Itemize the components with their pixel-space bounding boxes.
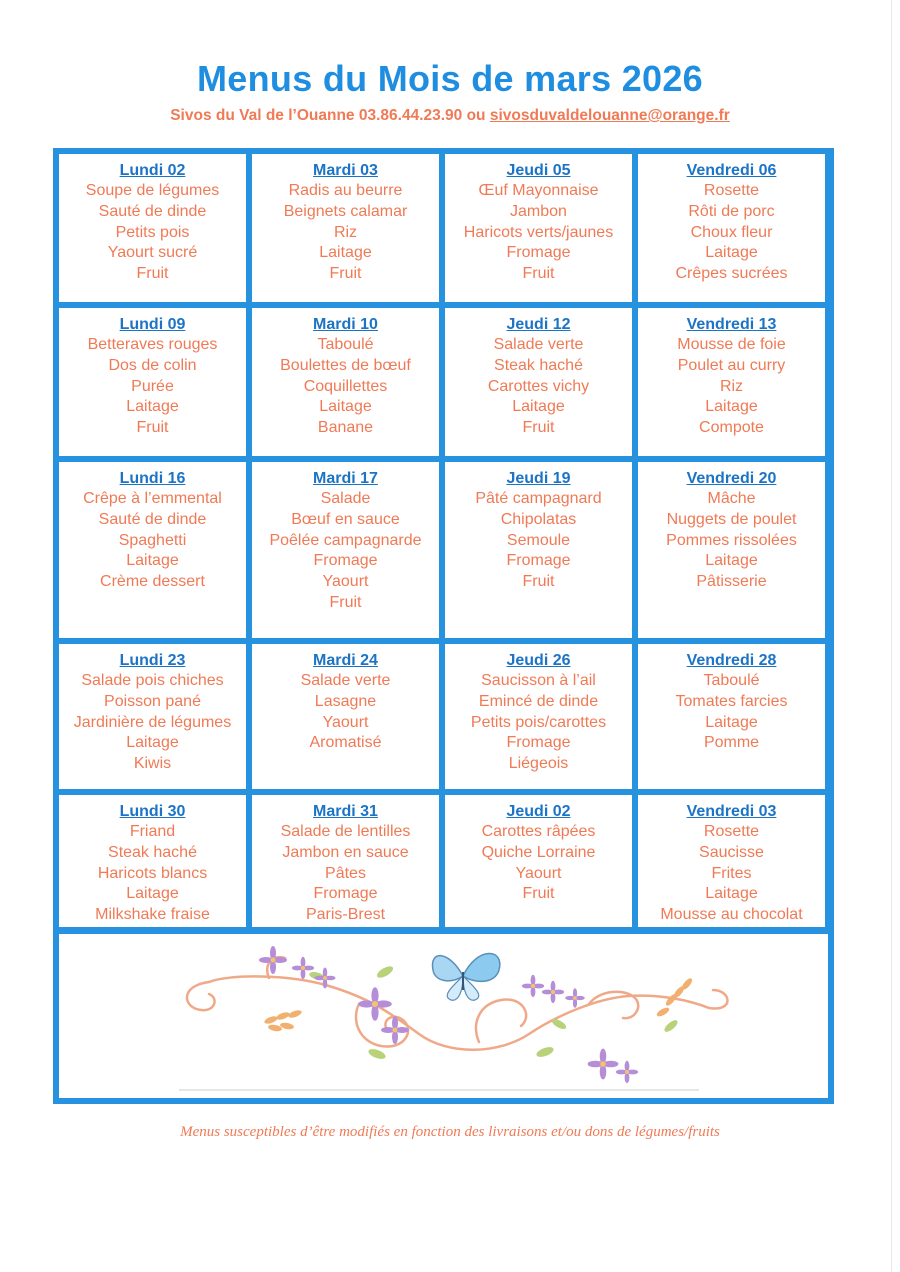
menu-item: Dos de colin xyxy=(108,356,197,374)
menu-item: Paris-Brest xyxy=(305,906,386,924)
menu-item: Quiche Lorraine xyxy=(481,843,596,861)
menu-item: Jambon xyxy=(510,202,567,220)
day-label: Jeudi 12 xyxy=(506,316,571,333)
menu-item: Radis au beurre xyxy=(288,182,403,199)
day-label: Vendredi 03 xyxy=(686,803,777,820)
day-label: Vendredi 20 xyxy=(686,470,777,487)
menu-item: Steak haché xyxy=(108,843,197,861)
menu-item: Pommes rissolées xyxy=(666,531,797,549)
menu-item: Fruit xyxy=(329,593,362,611)
menu-day-cell xyxy=(638,308,825,456)
menu-item: Fromage xyxy=(506,244,571,262)
menu-item: Salade verte xyxy=(300,672,391,689)
menu-item: Semoule xyxy=(506,531,571,549)
menu-day-cell xyxy=(445,308,632,456)
menu-day-cell xyxy=(445,154,632,302)
menu-item: Haricots verts/jaunes xyxy=(463,223,614,241)
menu-item: Laitage xyxy=(126,885,179,903)
menu-item: Yaourt xyxy=(322,573,369,591)
menu-item: Poulet au curry xyxy=(677,356,786,374)
menu-item: Salade de lentilles xyxy=(280,823,411,840)
menu-item: Aromatisé xyxy=(309,734,382,752)
page-edge-line xyxy=(891,0,892,1272)
menu-item: Fromage xyxy=(313,552,378,570)
menu-day-cell xyxy=(59,644,246,789)
menu-day-cell xyxy=(638,795,825,927)
menu-item: Laitage xyxy=(126,398,179,416)
day-label: Vendredi 13 xyxy=(686,316,777,333)
menu-item: Pâtes xyxy=(325,864,366,882)
menu-day-cell xyxy=(59,308,246,456)
menu-item: Taboulé xyxy=(317,336,374,353)
menu-item: Petits pois/carottes xyxy=(470,713,607,731)
day-label: Lundi 16 xyxy=(119,470,186,487)
menu-item: Laitage xyxy=(126,552,179,570)
menu-item: Laitage xyxy=(705,885,758,903)
menu-item: Boulettes de bœuf xyxy=(280,356,411,374)
footer-note: Menus susceptibles d’être modifiés en fonction des livraisons et/ou dons de légumes/fruits xyxy=(180,1124,720,1140)
menu-item: Fromage xyxy=(506,734,571,752)
menu-item: Rôti de porc xyxy=(688,202,775,220)
menu-item: Haricots blancs xyxy=(97,864,208,882)
menu-item: Jardinière de légumes xyxy=(73,713,232,731)
menu-item: Salade verte xyxy=(493,336,584,353)
contact-line xyxy=(0,107,900,125)
menu-day-cell xyxy=(638,644,825,789)
menu-item: Crêpe à l’emmental xyxy=(83,490,222,507)
day-label: Mardi 24 xyxy=(313,652,378,669)
menu-item: Fruit xyxy=(136,419,169,437)
menu-item: Fruit xyxy=(136,265,169,283)
contact-prefix: Sivos du Val de l’Ouanne 03.86.44.23.90 ou xyxy=(170,107,490,124)
menu-item: Laitage xyxy=(705,713,758,731)
day-label: Vendredi 28 xyxy=(686,652,777,669)
day-label: Lundi 23 xyxy=(119,652,186,669)
menu-item: Carottes vichy xyxy=(487,377,590,395)
menu-day-cell xyxy=(252,462,439,638)
day-label: Jeudi 02 xyxy=(506,803,571,820)
menu-item: Rosette xyxy=(703,823,760,840)
day-label: Mardi 10 xyxy=(313,316,378,333)
menu-item: Laitage xyxy=(512,398,565,416)
menu-item: Yaourt xyxy=(515,864,562,882)
menu-item: Yaourt sucré xyxy=(107,244,198,262)
menu-item: Soupe de légumes xyxy=(85,182,220,199)
menu-day-cell xyxy=(59,462,246,638)
menu-item: Banane xyxy=(317,419,374,437)
menu-item: Saucisse xyxy=(699,843,764,861)
butterfly-icon xyxy=(432,953,499,1000)
day-label: Lundi 02 xyxy=(119,162,186,179)
menu-item: Milkshake fraise xyxy=(95,906,210,924)
menu-frame xyxy=(53,148,834,1104)
page-title: Menus du Mois de mars 2026 xyxy=(197,58,703,99)
menu-item: Pomme xyxy=(703,734,760,752)
day-label: Jeudi 05 xyxy=(506,162,571,179)
menu-item: Jambon en sauce xyxy=(282,843,409,861)
menu-item: Tomates farcies xyxy=(675,692,788,710)
menu-item: Fruit xyxy=(522,265,555,283)
floral-ornament xyxy=(59,934,828,1098)
menu-item: Crème dessert xyxy=(100,573,205,591)
day-label: Mardi 17 xyxy=(313,470,378,487)
menu-item: Fruit xyxy=(522,885,555,903)
menu-item: Fromage xyxy=(313,885,378,903)
menu-item: Frites xyxy=(711,864,752,882)
menu-item: Laitage xyxy=(705,398,758,416)
menu-item: Rosette xyxy=(703,182,760,199)
menu-item: Purée xyxy=(131,377,174,395)
menu-day-cell xyxy=(252,308,439,456)
menu-item: Bœuf en sauce xyxy=(291,510,400,528)
menu-item: Spaghetti xyxy=(118,531,187,549)
menu-item: Coquillettes xyxy=(303,377,388,395)
menu-item: Œuf Mayonnaise xyxy=(478,182,599,199)
menu-item: Laitage xyxy=(319,398,372,416)
day-label: Lundi 09 xyxy=(119,316,186,333)
day-label: Mardi 31 xyxy=(313,803,378,820)
menu-item: Fruit xyxy=(522,419,555,437)
menu-item: Steak haché xyxy=(494,356,583,374)
menu-day-cell xyxy=(445,462,632,638)
day-label: Lundi 30 xyxy=(119,803,186,820)
menu-item: Fruit xyxy=(522,573,555,591)
menu-item: Emincé de dinde xyxy=(478,692,599,710)
menu-item: Mousse de foie xyxy=(677,336,786,353)
contact-email-link[interactable]: sivosduvaldelouanne@orange.fr xyxy=(489,107,730,124)
menu-item: Laitage xyxy=(705,552,758,570)
menu-item: Friand xyxy=(129,823,176,840)
menu-item: Sauté de dinde xyxy=(98,510,207,528)
menu-item: Kiwis xyxy=(133,755,172,773)
menu-item: Nuggets de poulet xyxy=(666,510,797,528)
menu-item: Riz xyxy=(719,377,744,395)
menu-item: Compote xyxy=(699,419,764,437)
menu-grid xyxy=(59,154,828,927)
day-label: Mardi 03 xyxy=(313,162,378,179)
decoration-panel xyxy=(59,934,828,1098)
menu-item: Salade pois chiches xyxy=(81,672,224,689)
menu-day-cell xyxy=(252,644,439,789)
menu-day-cell xyxy=(638,154,825,302)
menu-day-cell xyxy=(59,795,246,927)
menu-item: Liégeois xyxy=(508,755,569,773)
menu-item: Sauté de dinde xyxy=(98,202,207,220)
day-label: Jeudi 26 xyxy=(506,652,571,669)
menu-item: Saucisson à l’ail xyxy=(481,672,596,689)
day-label: Jeudi 19 xyxy=(506,470,571,487)
menu-item: Mâche xyxy=(707,490,756,507)
menu-day-cell xyxy=(445,795,632,927)
menu-item: Salade xyxy=(320,490,371,507)
menu-item: Betteraves rouges xyxy=(87,336,218,353)
menu-item: Laitage xyxy=(319,244,372,262)
menu-item: Poêlée campagnarde xyxy=(269,531,422,549)
menu-item: Laitage xyxy=(705,244,758,262)
menu-item: Poisson pané xyxy=(104,692,201,710)
menu-item: Riz xyxy=(333,223,358,241)
menu-item: Yaourt xyxy=(322,713,369,731)
menu-day-cell xyxy=(252,795,439,927)
menu-item: Chipolatas xyxy=(500,510,577,528)
menu-day-cell xyxy=(252,154,439,302)
day-label: Vendredi 06 xyxy=(686,162,777,179)
menu-item: Fruit xyxy=(329,265,362,283)
menu-item: Mousse au chocolat xyxy=(660,906,803,924)
menu-day-cell xyxy=(638,462,825,638)
menu-item: Lasagne xyxy=(314,692,377,710)
menu-item: Taboulé xyxy=(703,672,760,689)
menu-item: Fromage xyxy=(506,552,571,570)
menu-item: Carottes râpées xyxy=(481,823,596,840)
menu-day-cell xyxy=(445,644,632,789)
menu-item: Laitage xyxy=(126,734,179,752)
menu-day-cell xyxy=(59,154,246,302)
menu-item: Pâté campagnard xyxy=(475,490,602,507)
menu-item: Crêpes sucrées xyxy=(675,265,788,283)
menu-item: Beignets calamar xyxy=(283,202,408,220)
menu-item: Choux fleur xyxy=(690,223,773,241)
menu-item: Pâtisserie xyxy=(696,573,767,591)
menu-item: Petits pois xyxy=(115,223,190,241)
